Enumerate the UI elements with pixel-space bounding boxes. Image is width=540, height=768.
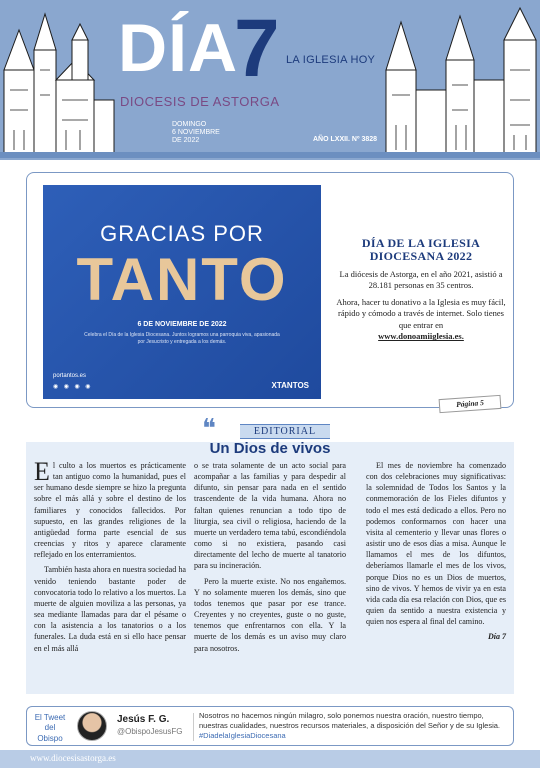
editorial-paragraph: También hasta ahora en nuestra sociedad ha venido teniendo bastante poder de convocatoria todo lo relativo a los muertos. La muerte de alguien moviliza a las personas, ya sea mediante llamadas para dar el pésame o con la asistencia a los tanatorios o a los funerales. La duda está en si ello hace pensar en el más allá bbox=[34, 565, 186, 653]
feature-title: DÍA DE LA IGLESIA DIOCESANA 2022 bbox=[361, 236, 481, 264]
footer-bar bbox=[0, 750, 540, 768]
masthead-logo bbox=[118, 3, 418, 124]
poster-headline-line1: GRACIAS POR bbox=[100, 221, 264, 246]
poster-headline-line2: TANTO bbox=[76, 246, 288, 313]
header-accent-bar bbox=[0, 152, 540, 158]
bishop-tweet-box bbox=[26, 706, 514, 746]
issue-date-line2: 6 NOVIEMBRE bbox=[172, 129, 220, 137]
issue-date-line1: DOMINGO bbox=[172, 121, 207, 128]
poster-subtitle: Celebra el Día de la Iglesia Diocesana. Juntos logramos una parroquia viva, apasionada por Jesucristo y entregada a los demás. bbox=[84, 332, 280, 345]
tweet-author-name: Jesús F. G. bbox=[117, 714, 170, 725]
editorial-dropcap: E bbox=[34, 457, 50, 486]
tweet-divider bbox=[193, 713, 194, 741]
avatar bbox=[77, 711, 107, 741]
feature-box bbox=[26, 172, 514, 408]
issue-date-line3: DE 2022 bbox=[172, 137, 200, 145]
tweet-hashtag[interactable]: #DiadelaIglesiaDiocesana bbox=[199, 730, 286, 740]
feature-paragraph-2-text: Ahora, hacer tu donativo a la Iglesia es muy fácil, rápido y cómodo a través de internet. Solo tienes que entrar en bbox=[336, 297, 506, 330]
editorial-paragraph: Pero la muerte existe. No nos engañemos. Y no solamente mueren los demás, sino que todos tenemos que pasar por ese trance. Creyentes y no creyentes, guste o no guste, tenemos que enfrentarnos con ella. Y la muerte de los demás es un aviso muy claro para nosotros. bbox=[194, 576, 346, 653]
editorial-text: l culto a los muertos es prácticamente tan antiguo como la humanidad, pues el ser humano desde siempre se hizo la pregunta sobre el más allá y sobre el destino de los familiares y conocidos fallecidos. Por supuesto, en las grandes religiones de la antigüedad forma parte esencial de sus creencias y ritos y aparece claramente reflejado en los enterramientos. bbox=[34, 461, 186, 560]
quote-icon: ❝ bbox=[202, 414, 216, 444]
editorial-header bbox=[26, 414, 514, 457]
masthead-diocese: DIOCESIS DE ASTORGA bbox=[120, 94, 280, 109]
poster-date: 6 DE NOVIEMBRE DE 2022 bbox=[137, 321, 227, 328]
page-reference-tag: Página 5 bbox=[439, 395, 502, 413]
issue-number: AÑO LXXII. Nº 3828 bbox=[313, 136, 378, 143]
tweet-body: Nosotros no hacemos ningún milagro, solo ponemos nuestra oración, nuestro tiempo, nuestras cualidades, nuestros recursos materiales, a disposición del Señor y de su Iglesia. bbox=[199, 711, 500, 730]
campaign-poster[interactable] bbox=[43, 185, 321, 399]
footer-url[interactable]: www.diocesisastorga.es bbox=[30, 753, 116, 763]
tweet-author-handle[interactable]: @ObispoJesusFG bbox=[117, 727, 183, 736]
masthead-header bbox=[0, 0, 540, 160]
donation-link[interactable]: www.donoamiiglesia.es. bbox=[378, 331, 464, 342]
editorial-label: EDITORIAL bbox=[240, 424, 330, 439]
tweet-section-label: El Tweet del Obispo bbox=[34, 713, 66, 743]
editorial-body bbox=[26, 442, 514, 694]
tantos-logo: XTANTOS bbox=[271, 381, 309, 390]
editorial-paragraph: o se trata solamente de un acto social para acompañar a las familias y para despedir al difunto, sin pensar para nada en el sentido trascendente de la vida humana. Ahora no faltan quienes renuncian a todo tipo de liturgia, sea civil o religiosa, haciendo de la muerte un verdadero tema tabú, escondiéndola como si no existiera, pasando casi directamente del lecho de muerte al tanatorio para su incineración. bbox=[194, 461, 346, 571]
editorial-column-1 bbox=[34, 457, 186, 658]
issue-date bbox=[172, 121, 220, 145]
social-icons: ◉ ◉ ◉ ◉ bbox=[53, 384, 93, 390]
editorial-column-3 bbox=[366, 460, 506, 646]
poster-url: portantos.es bbox=[53, 373, 87, 379]
editorial-paragraph: El mes de noviembre ha comenzado con dos celebraciones muy significativas: la solemnidad de Todos los Santos y la conmemoración de los Fieles difuntos y todo el mes está dedicado a ellos. Pero no podemos conformarnos con hacer una visita al cementerio y llevar unas flores o asistir uno de esos días a misa. Aunque le llamamos el mes de los difuntos, deberíamos llamarle el mes de los vivos, porque Dios no es un Dios de muertos, sino de vivos. Y hemos de vivir ya en esta vida cada día esa relación con Dios, que es quien da sentido a nuestra existencia y quien nos espera al final del camino. bbox=[366, 461, 506, 627]
masthead-title-seven: 7 bbox=[234, 3, 280, 94]
editorial-signature: Día 7 bbox=[488, 632, 506, 642]
editorial-paragraph bbox=[34, 457, 186, 560]
tweet-text bbox=[199, 711, 507, 740]
masthead-tagline: LA IGLESIA HOY bbox=[286, 54, 376, 66]
editorial-column-2 bbox=[194, 460, 346, 658]
editorial-title: Un Dios de vivos bbox=[209, 440, 331, 457]
feature-paragraph-2 bbox=[331, 297, 511, 343]
masthead-title-dia: DÍA bbox=[118, 10, 239, 86]
feature-paragraph-1: La diócesis de Astorga, en el año 2021, asistió a 28.181 personas en 35 centros. bbox=[339, 269, 503, 291]
